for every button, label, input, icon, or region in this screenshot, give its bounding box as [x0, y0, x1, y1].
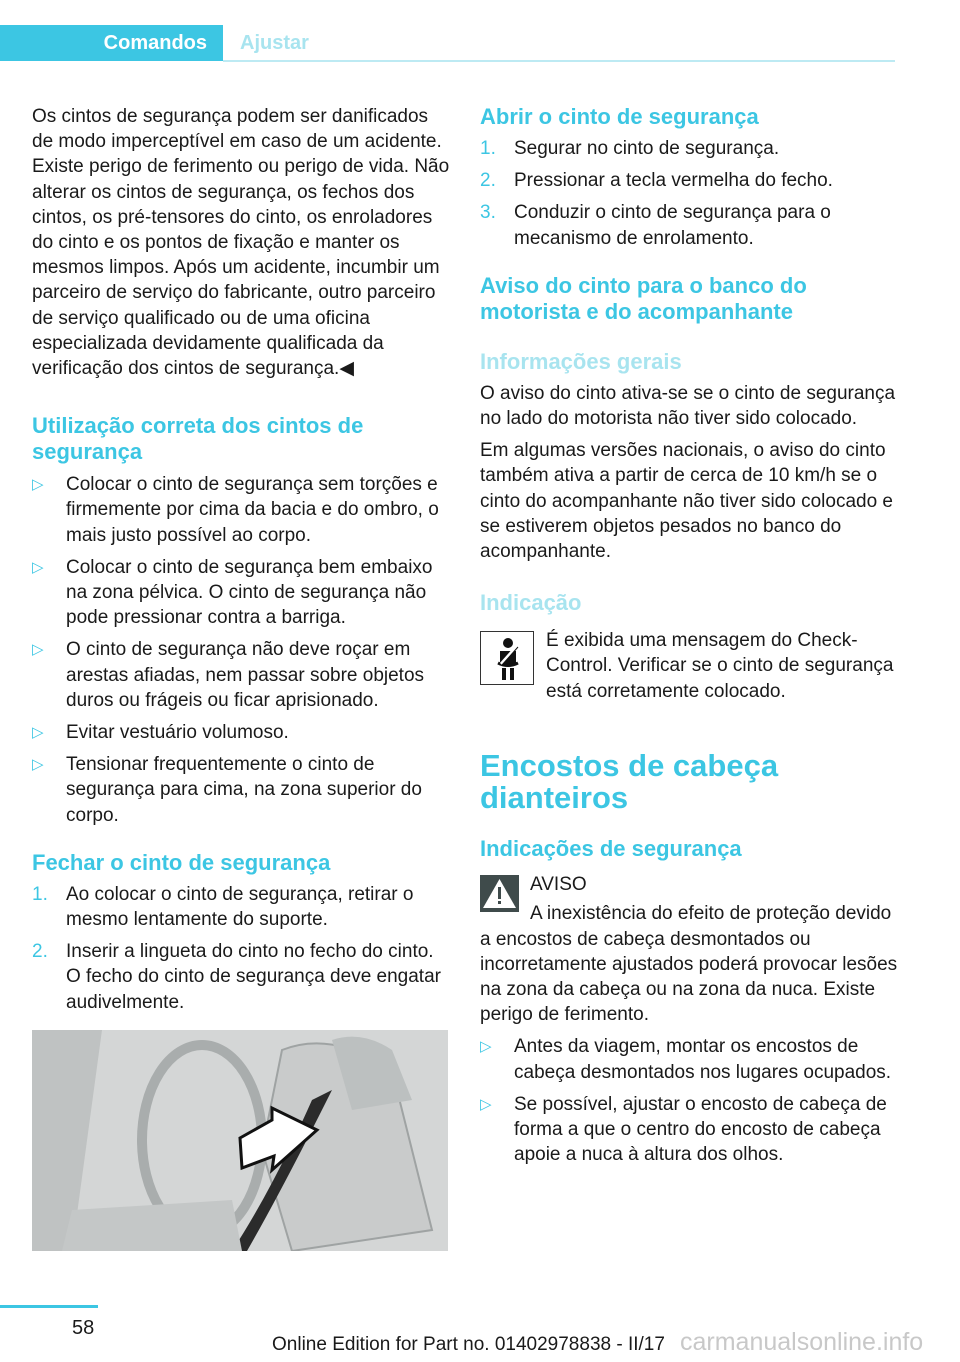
list-item: [32, 637, 450, 713]
warning-triangle-icon: [480, 875, 519, 912]
list-item-text: O cinto de segurança não deve roçar em arestas afiadas, nem passar sobre objetos duros ou frágeis ou ficar aprisionado.: [66, 639, 425, 711]
seatbelt-icon: [480, 631, 534, 685]
step-number: 3.: [480, 202, 496, 224]
seatbelt-illustration: [32, 1030, 448, 1251]
step-item: [480, 168, 898, 193]
tab-ajustar[interactable]: Ajustar: [240, 32, 309, 54]
step-number: 1.: [32, 883, 48, 905]
step-text: Conduzir o cinto de segurança para o mecanismo de enrolamento.: [514, 202, 831, 249]
left-column: [32, 104, 450, 1022]
triangle-bullet-icon: ▷: [480, 1095, 492, 1113]
general-paragraph-2: Em algumas versões nacionais, o aviso do cinto também ativa a partir de cerca de 10 km/h se o cinto do acompanhante não tiver sido colocado e se estiverem objetos pesados no banco do acompanhante.: [480, 440, 893, 563]
list-item-text: Antes da viagem, montar os encostos de cabeça desmontados nos lugares ocupados.: [514, 1036, 892, 1083]
step-item: [32, 882, 450, 932]
headrest-list: [480, 1034, 898, 1167]
tab-comandos[interactable]: Comandos: [0, 25, 223, 61]
heading-correct-use: Utilização correta dos cintos de segurança: [32, 413, 364, 465]
list-item: [480, 1092, 898, 1168]
step-number: 1.: [480, 138, 496, 159]
step-text: Segurar no cinto de segurança.: [514, 138, 780, 159]
list-item: [32, 472, 450, 548]
intro-warning-text: Os cintos de segurança podem ser danificados de modo imperceptível em caso de um acidente. Existe perigo de ferimento ou perigo de vida. Não alterar os cintos de segurança, os fechos dos cintos, os pré-tensores do cinto, os enroladores do cinto e os pontos de fixação e manter os mesmos limpos. Após um acidente, incumbir um parceiro de serviço do fabricante, outro parceiro de serviço qualificado ou de uma oficina especializada devidamente qualificada da verificação dos cintos de segurança.◀: [32, 106, 450, 380]
heading-belt-warning: Aviso do cinto para o banco do motorista e do acompanhante: [480, 272, 807, 324]
watermark: carmanualsonline.info: [680, 1328, 924, 1356]
list-item: [32, 555, 450, 631]
heading-general-info: Informações gerais: [480, 348, 682, 374]
step-number: 2.: [480, 170, 496, 192]
footer-accent-line: [0, 1305, 98, 1308]
triangle-bullet-icon: ▷: [480, 1038, 492, 1056]
list-item-text: Se possível, ajustar o encosto de cabeça de forma a que o centro do encosto de cabeça apoie a nuca à altura dos olhos.: [514, 1093, 887, 1166]
triangle-bullet-icon: ▷: [32, 476, 44, 494]
list-item-text: Evitar vestuário volumoso.: [66, 722, 289, 744]
step-text: Inserir a lingueta do cinto no fecho do cinto. O fecho do cinto de segurança deve engatar audivelmente.: [66, 941, 441, 1013]
list-item: [32, 752, 450, 828]
indication-note: [480, 628, 898, 704]
edition-text: Online Edition for Part no. 01402978838 - II/17: [272, 1334, 665, 1355]
indication-text: É exibida uma mensagem do Check-Control. Verificar se o cinto de segurança está corretamente colocado.: [546, 630, 894, 702]
step-item: [32, 939, 450, 1015]
warning-text: A inexistência do efeito de proteção devido a encostos de cabeça desmontados ou incorretamente ajustados poderá provocar lesões na zona da cabeça ou na zona da nuca. Existe perigo de ferimento.: [480, 903, 898, 1026]
step-item: [480, 136, 898, 161]
triangle-bullet-icon: ▷: [32, 558, 44, 576]
step-text: Ao colocar o cinto de segurança, retirar o mesmo lentamente do suporte.: [66, 883, 414, 931]
heading-safety-notes: Indicações de segurança: [480, 836, 742, 862]
step-item: [480, 200, 898, 250]
list-item-text: Colocar o cinto de segurança bem embaixo na zona pélvica. O cinto de segurança não pode pressionar contra a barriga.: [66, 556, 433, 629]
correct-use-list: [32, 472, 450, 828]
general-paragraph-1: O aviso do cinto ativa-se se o cinto de segurança no lado do motorista não tiver sido colocado.: [480, 382, 896, 430]
triangle-bullet-icon: ▷: [32, 724, 44, 742]
list-item-text: Colocar o cinto de segurança sem torções e firmemente por cima da bacia e do ombro, o mais justo possível ao corpo.: [66, 474, 439, 546]
warning-label: AVISO: [530, 874, 587, 896]
right-column: [480, 104, 898, 1174]
heading-front-headrests: Encostos de cabeça dianteiros: [480, 748, 779, 816]
heading-indication: Indicação: [480, 590, 582, 616]
warning-block: [480, 872, 898, 1027]
heading-close-belt: Fechar o cinto de segurança: [32, 849, 331, 875]
list-item: [480, 1034, 898, 1084]
header-divider: [223, 60, 895, 62]
close-steps-list: [32, 882, 450, 1015]
step-text: Pressionar a tecla vermelha do fecho.: [514, 170, 833, 192]
page-number: 58: [72, 1317, 95, 1339]
heading-open-belt: Abrir o cinto de segurança: [480, 104, 759, 129]
triangle-bullet-icon: ▷: [32, 756, 44, 774]
open-steps-list: [480, 136, 898, 251]
list-item: [32, 720, 450, 745]
step-number: 2.: [32, 941, 48, 963]
list-item-text: Tensionar frequentemente o cinto de segurança para cima, na zona superior do corpo.: [66, 754, 422, 826]
triangle-bullet-icon: ▷: [32, 641, 44, 659]
